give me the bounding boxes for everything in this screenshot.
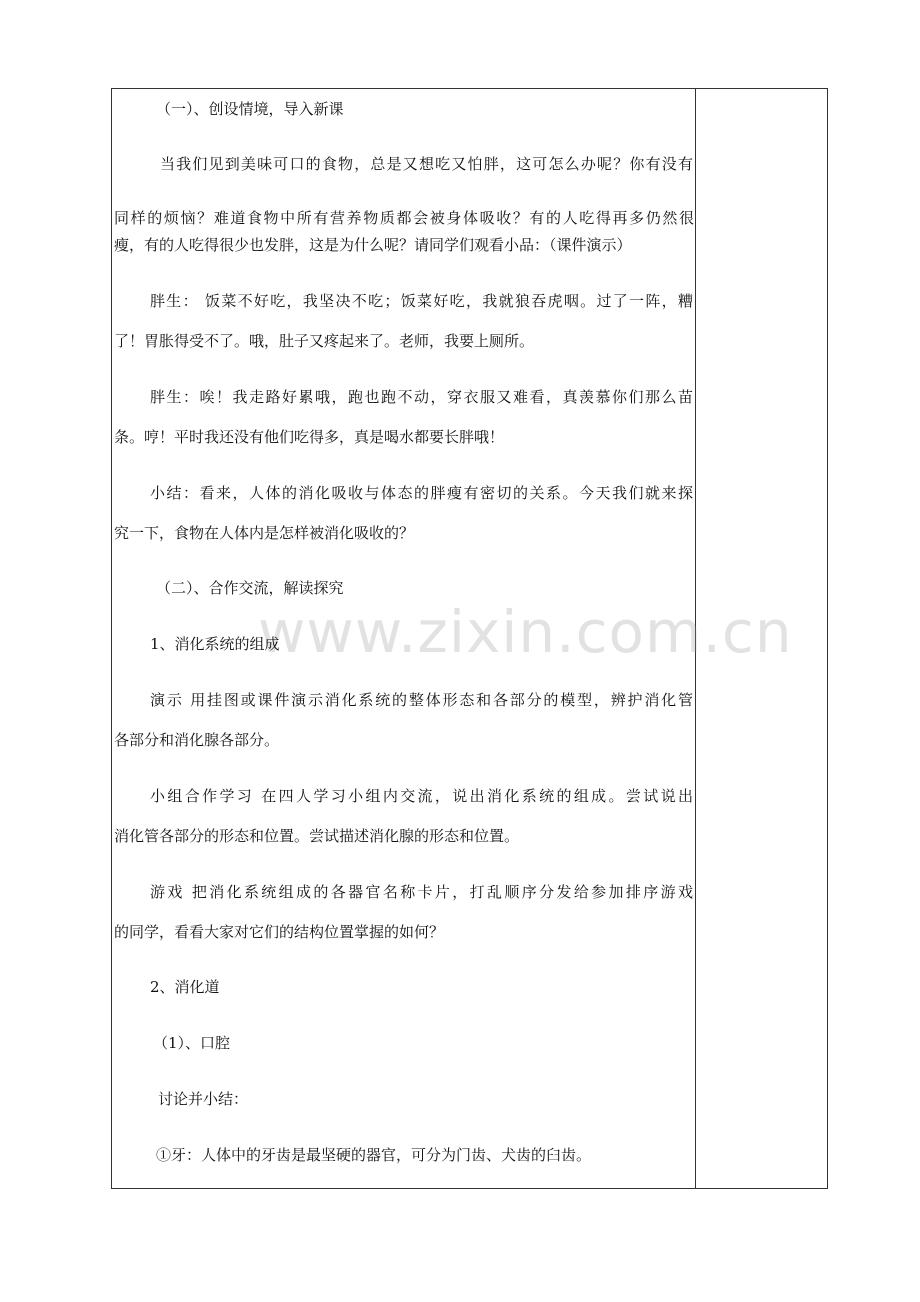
- paragraph-line: 各部分和消化腺各部分。: [114, 731, 280, 749]
- paragraph-line: 瘦，有的人吃得很少也发胖，这是为什么呢？请同学们观看小品：（课件演示）: [114, 236, 632, 254]
- paragraph-line: 当我们见到美味可口的食物，总是又想吃又怕胖，这可怎么办呢？你有没有: [160, 155, 693, 173]
- subheading: 1、消化系统的组成: [150, 635, 280, 653]
- subheading: 2、消化道: [150, 978, 220, 996]
- paragraph-line: ①牙：人体中的牙齿是最坚硬的器官，可分为门齿、犬齿的臼齿。: [156, 1146, 592, 1164]
- paragraph-line: 胖生：唉！我走路好累哦，跑也跑不动，穿衣服又难看，真羡慕你们那么苗: [150, 388, 693, 406]
- paragraph-line: 了！胃胀得受不了。哦，肚子又疼起来了。老师，我要上厕所。: [114, 332, 535, 350]
- paragraph-line: 同样的烦恼？难道食物中所有营养物质都会被身体吸收？有的人吃得再多仍然很: [114, 209, 694, 227]
- paragraph-line: 究一下，食物在人体内是怎样被消化吸收的？: [114, 524, 415, 542]
- subheading: （1）、口腔: [153, 1034, 231, 1052]
- paragraph-line: 演示 用挂图或课件演示消化系统的整体形态和各部分的模型，辨护消化管: [150, 691, 693, 709]
- paragraph-line: 胖生： 饭菜不好吃，我坚决不吃；饭菜好吃，我就狼吞虎咽。过了一阵，糟: [150, 292, 693, 310]
- paragraph-line: 条。哼！平时我还没有他们吃得多，真是喝水都要长胖哦！: [114, 428, 505, 446]
- section-heading-1: （一）、创设情境，导入新课: [156, 100, 344, 118]
- paragraph-line: 小结：看来，人体的消化吸收与体态的胖瘦有密切的关系。今天我们就来探: [150, 484, 693, 502]
- paragraph-line: 讨论并小结：: [158, 1090, 249, 1108]
- paragraph-line: 游戏 把消化系统组成的各器官名称卡片，打乱顺序分发给参加排序游戏: [150, 883, 693, 901]
- paragraph-line: 小组合作学习 在四人学习小组内交流，说出消化系统的组成。尝试说出: [150, 787, 693, 805]
- paragraph-line: 的同学，看看大家对它们的结构位置掌握的如何？: [114, 923, 445, 941]
- section-heading-2: （二）、合作交流，解读探究: [156, 579, 344, 597]
- watermark: www.zixin.com.cn: [258, 598, 793, 666]
- paragraph-line: 消化管各部分的形态和位置。尝试描述消化腺的形态和位置。: [114, 827, 520, 845]
